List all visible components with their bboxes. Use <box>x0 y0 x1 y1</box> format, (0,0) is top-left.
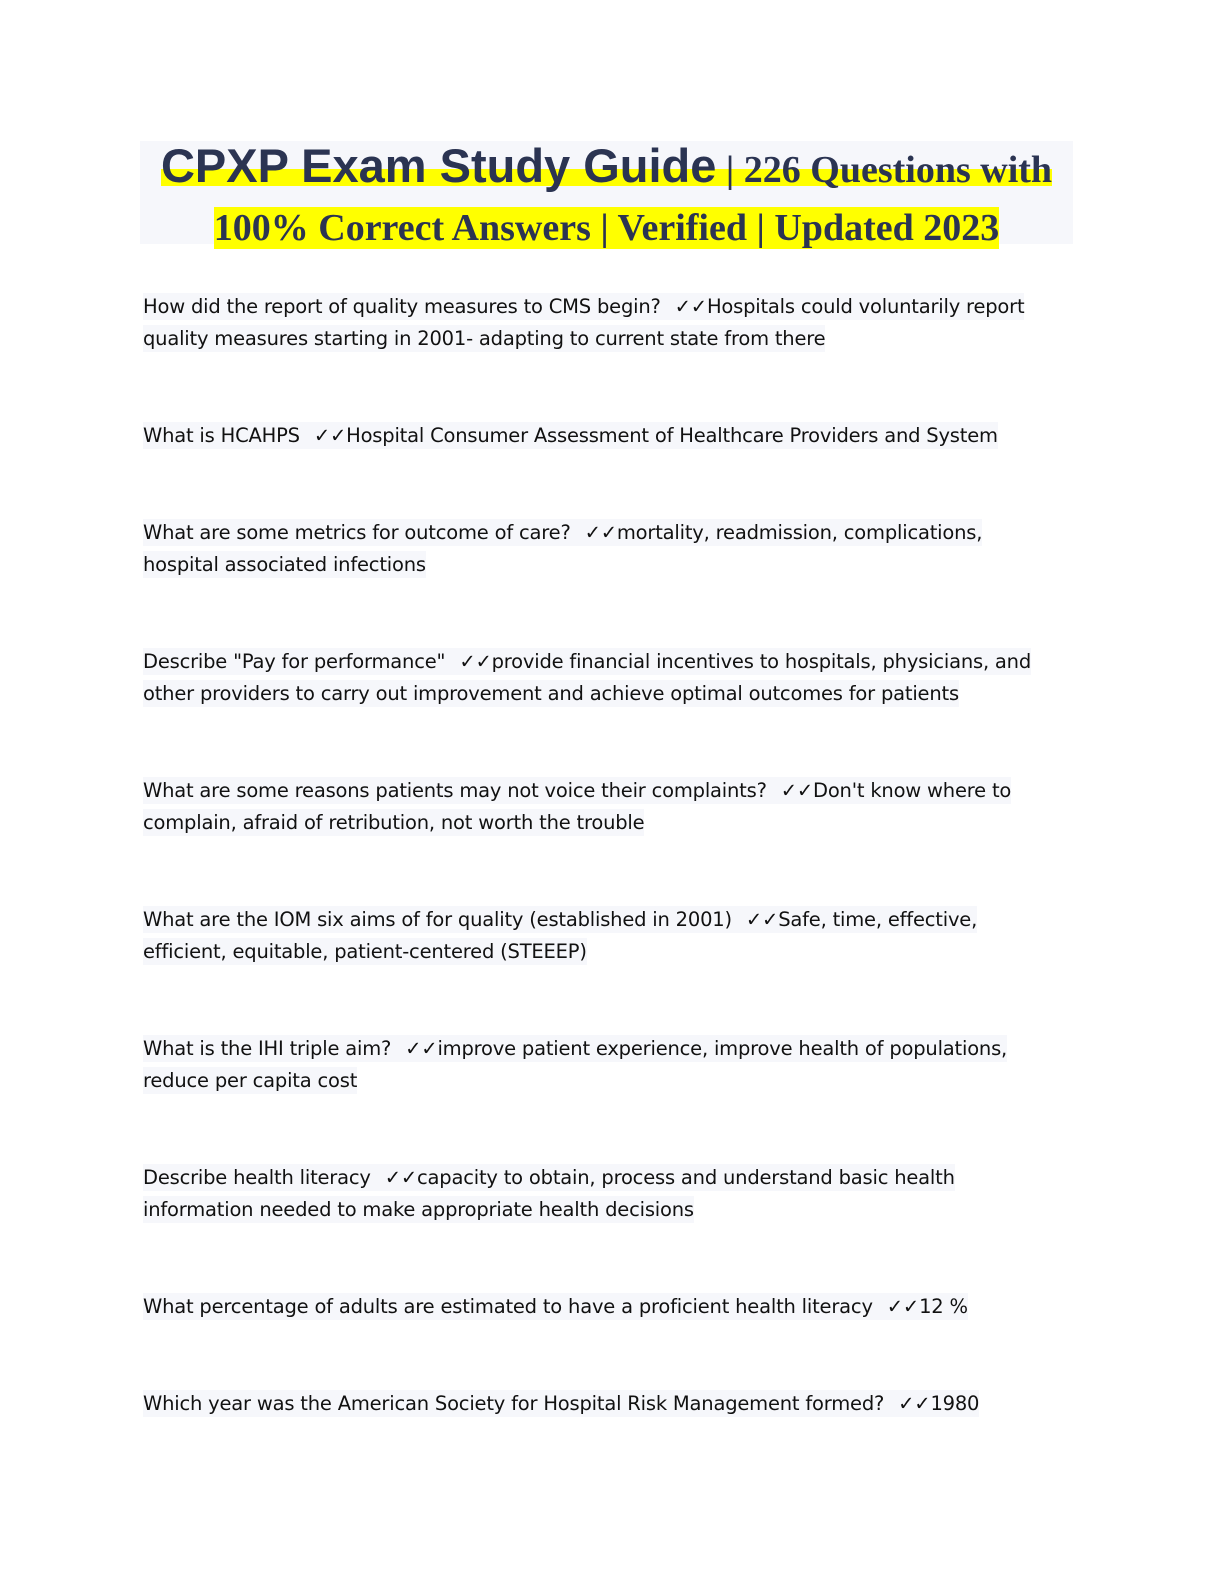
question-text: Describe health literacy <box>143 1166 371 1189</box>
check-mark-icon: ✓✓ <box>459 650 492 673</box>
question-text: What are the IOM six aims of for quality (established in 2001) <box>143 908 732 931</box>
qa-item <box>143 1291 1063 1323</box>
check-mark-icon: ✓✓ <box>384 1166 418 1189</box>
title-subtitle-line2: 100% Correct Answers | Verified | Updated 2023 <box>213 207 1000 249</box>
question-text: What are some reasons patients may not voice their complaints? <box>143 779 767 802</box>
qa-item <box>143 775 1063 838</box>
question-text: What is the IHI triple aim? <box>143 1037 392 1060</box>
answer-text: capacity to obtain, process and understand basic health information needed to make appropriate health decisions <box>143 1166 955 1221</box>
title-line-1 <box>160 139 1053 192</box>
qa-item <box>143 517 1063 580</box>
qa-item <box>143 646 1063 709</box>
check-mark-icon: ✓✓ <box>674 295 707 318</box>
qa-item <box>143 291 1063 354</box>
question-text: How did the report of quality measures to CMS begin? <box>143 295 661 318</box>
answer-text: Don't know where to complain, afraid of retribution, not worth the trouble <box>143 779 1012 834</box>
question-text: What percentage of adults are estimated to have a proficient health literacy <box>143 1295 873 1318</box>
answer-text: 1980 <box>930 1392 980 1415</box>
qa-item <box>143 1162 1063 1225</box>
check-mark-icon: ✓✓ <box>886 1295 920 1318</box>
answer-text: Hospitals could voluntarily report quality measures starting in 2001- adapting to current state from there <box>143 295 1025 350</box>
question-text: What are some metrics for outcome of care? <box>143 521 571 544</box>
answer-text: 12 % <box>919 1295 968 1318</box>
check-mark-icon: ✓✓ <box>584 521 617 544</box>
check-mark-icon: ✓✓ <box>780 779 814 802</box>
document-title <box>140 139 1073 249</box>
answer-text: Safe, time, effective, efficient, equitable, patient-centered (STEEEP) <box>143 908 978 963</box>
answer-text: provide financial incentives to hospitals, physicians, and other providers to carry out improvement and achieve optimal outcomes for patients <box>143 650 1032 705</box>
qa-item <box>143 1033 1063 1096</box>
question-text: Describe "Pay for performance" <box>143 650 446 673</box>
title-subtitle-line1: | 226 Questions with <box>716 149 1053 191</box>
answer-text: improve patient experience, improve health of populations, reduce per capita cost <box>143 1037 1008 1092</box>
question-text: Which year was the American Society for Hospital Risk Management formed? <box>143 1392 885 1415</box>
check-mark-icon: ✓✓ <box>313 424 347 447</box>
answer-text: Hospital Consumer Assessment of Healthcare Providers and System <box>346 424 998 447</box>
qa-item <box>143 1388 1063 1420</box>
qa-item <box>143 420 1063 452</box>
question-text: What is HCAHPS <box>143 424 300 447</box>
answer-text: mortality, readmission, complications, hospital associated infections <box>143 521 983 576</box>
qa-item <box>143 904 1063 967</box>
check-mark-icon: ✓✓ <box>745 908 779 931</box>
check-mark-icon: ✓✓ <box>405 1037 438 1060</box>
check-mark-icon: ✓✓ <box>898 1392 931 1415</box>
title-main: CPXP Exam Study Guide <box>160 139 717 192</box>
